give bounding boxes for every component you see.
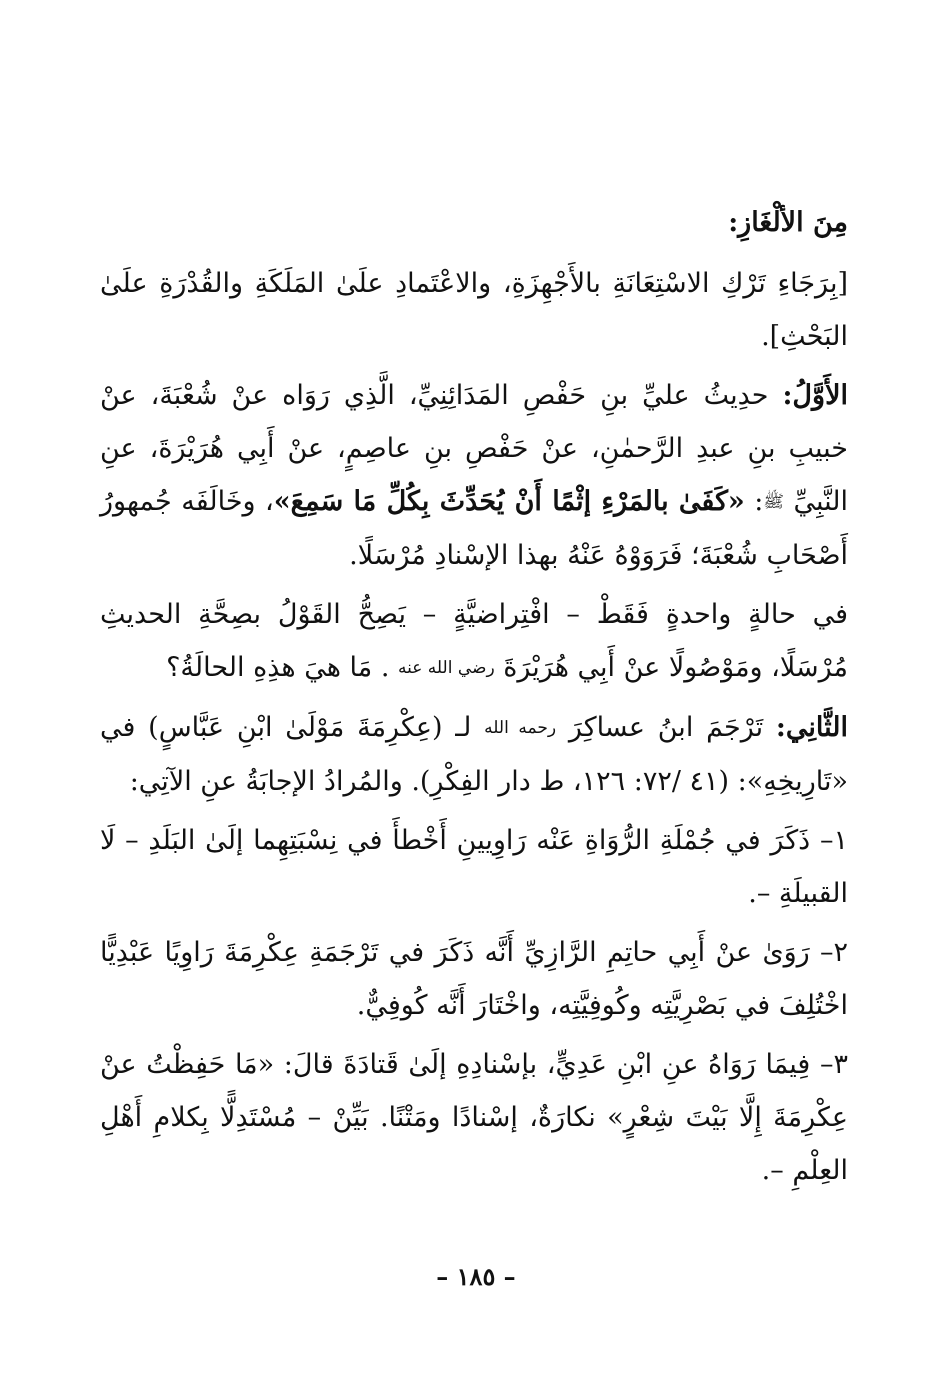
intro-paragraph: [بِرَجَاءِ تَرْكِ الاسْتِعَانَةِ بالأَجْهِزَةِ، والاعْتَمادِ علَىٰ المَلَكَةِ والقُدْرَةِ علَىٰ البَحْثِ]. — [100, 268, 848, 352]
second-label: الثَّانِي: — [775, 712, 849, 743]
section-heading: مِنَ الألْغَازِ: — [728, 207, 848, 238]
second-text-part1: تَرْجَمَ ابنُ عساكِرَ — [568, 712, 764, 743]
first-riddle-paragraph: الأَوَّلُ: حدِيثُ عليِّ بنِ حَفْصِ المَدَائِنِيِّ، الَّذِي رَوَاه عنْ شُعْبَةَ، عنْ خبيبِ بنِ عبدِ الرَّحمٰنِ، عنْ حَفْصِ بنِ عاصِمٍ، عنْ أَبِي هُرَيْرَةَ، عنِ النَّبِيِّ ﷺ: «كَفَىٰ بالمَرْءِ إثْمًا أَنْ يُحَدِّثَ بِكُلِّ مَا سَمِعَ»، وخَالَفَه جُمهورُ أَصْحَابِ شُعْبَةَ؛ فَرَوَوْهُ عَنْهُ بهذا الإسْنادِ مُرْسَلًا. — [100, 380, 848, 571]
first-label: الأَوَّلُ: — [782, 380, 848, 411]
second-riddle-paragraph — [100, 701, 848, 808]
first-text-part1: حدِيثُ عليِّ بنِ حَفْصِ المَدَائِنِيِّ، الَّذِي رَوَاه عنْ شُعْبَةَ، عنْ خبيبِ بنِ عبدِ الرَّحمٰنِ، عنْ حَفْصِ بنِ عاصِمٍ، عنْ أَبِي هُرَيْرَةَ، عنِ النَّبِيِّ — [100, 380, 848, 517]
page-number: – ١٨٥ – — [436, 1262, 516, 1291]
first-text-part2: ، وخَالَفَه جُمهورُ أَصْحَابِ شُعْبَةَ؛ فَرَوَوْهُ عَنْهُ بهذا الإسْنادِ مُرْسَلًا. — [100, 486, 848, 571]
question-text-part2: . مَا هيَ هذِهِ الحالَةُ؟ — [166, 652, 390, 683]
hadith-quote: «كَفَىٰ بالمَرْءِ إثْمًا أَنْ يُحَدِّثَ بِكُلِّ مَا سَمِعَ» — [273, 486, 745, 517]
list-item: ١– ذَكَرَ في جُمْلَةِ الرُّوَاةِ عَنْه رَاوِيينِ أَخْطأَ في نِسْبَتِهِما إلَىٰ البَلَدِ – لَا القبيلَةِ –. — [100, 825, 848, 909]
second-text-part2: لـ (عِكْرِمَةَ مَوْلَىٰ ابْنِ عَبَّاسٍ) في «تَارِيخِهِ»: (٤١ /٧٢: ١٢٦، ط دار الفِكْرِ). والمُرادُ الإجابَةُ عنِ الآتِي: — [100, 712, 848, 797]
list-item: ٢– رَوَىٰ عنْ أَبِي حاتِمِ الرَّازِيِّ أَنَّه ذَكَرَ في تَرْجَمَةِ عِكْرِمَةَ رَاوِيًا عَبْدِيًّا اخْتُلِفَ في بَصْرِيَّتِه وكُوفِيَّتِه، واخْتَارَ أَنَّه كُوفِيٌّ. — [100, 937, 848, 1021]
scholar-honorific: رحمه الله — [484, 718, 557, 738]
first-question-paragraph — [100, 588, 848, 695]
companion-honorific: رضي الله عنه — [398, 658, 495, 678]
list-item: ٣– فِيمَا رَوَاهُ عنِ ابْنِ عَدِيٍّ، بإسْنادِهِ إلَىٰ قَتادَةَ قالَ: «مَا حَفِظْتُ عنْ عِكْرِمَةَ إِلَّا بَيْتَ شِعْرٍ» نكارَةٌ، إسْنادًا ومَتْنًا. بَيِّنْ – مُسْتَدِلًّا بِكلامِ أَهْلِ العِلْمِ –. — [100, 1049, 848, 1186]
prophet-honorific: ﷺ — [763, 492, 784, 512]
question-text-part1: في حالةٍ واحدةٍ فَقَطْ – افْتِراضيَّةٍ – يَصِحُّ القَوْلُ بصِحَّةِ الحديثِ مُرْسَلًا، ومَوْصُولًا عنْ أَبِي هُرَيْرَةَ — [100, 599, 848, 683]
text-body — [100, 196, 848, 1203]
